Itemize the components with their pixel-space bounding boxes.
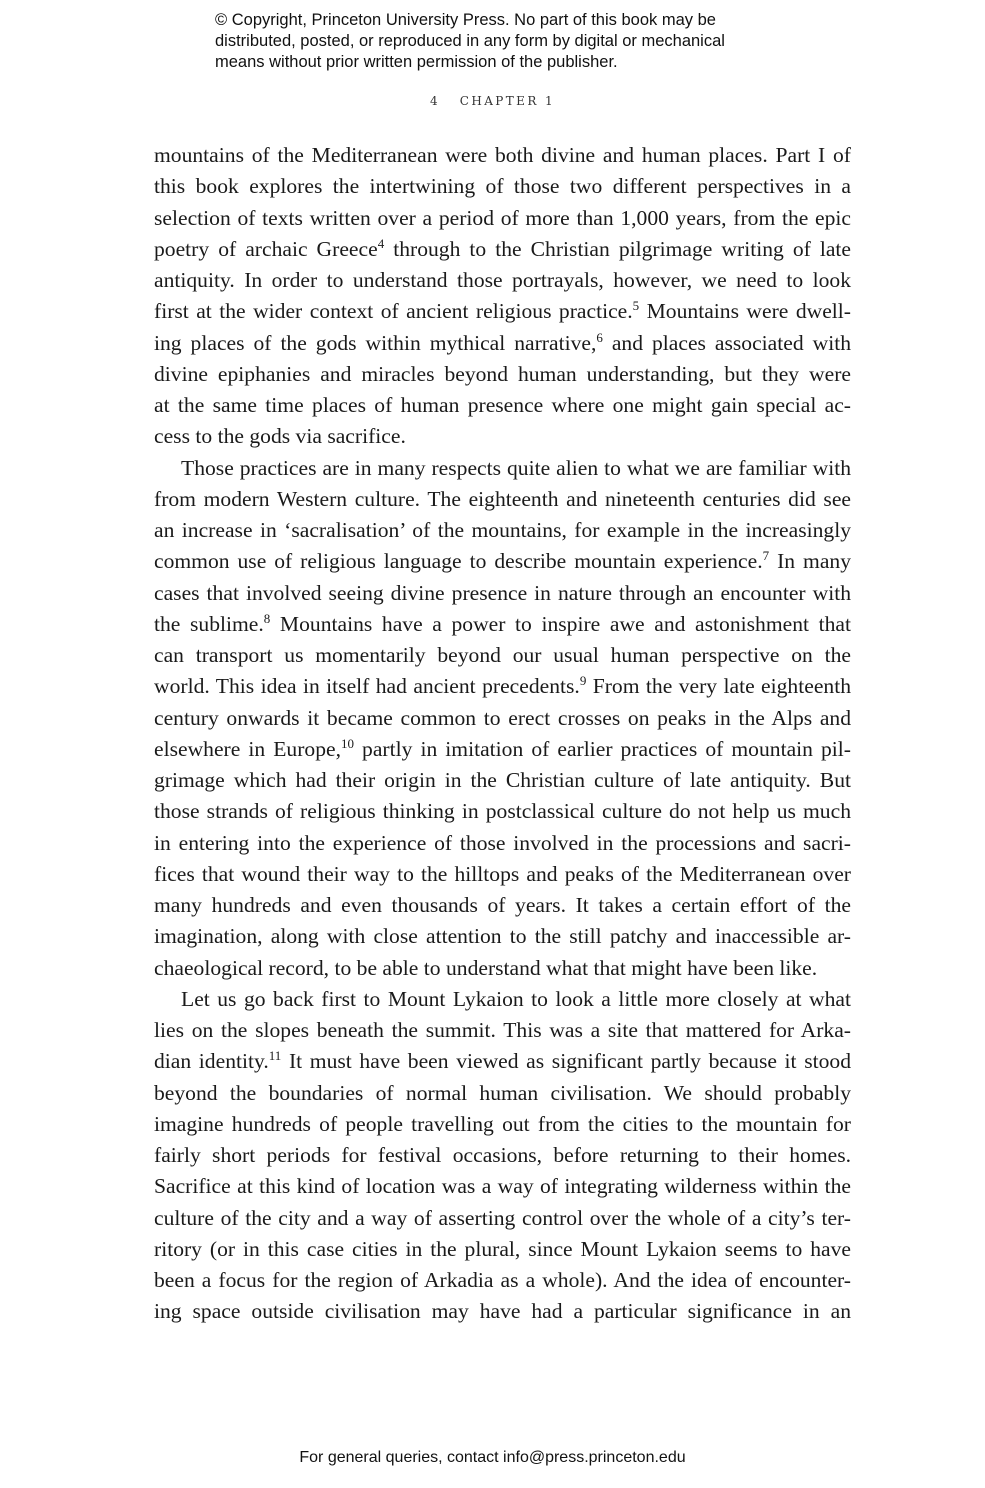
footnote-marker: 8 xyxy=(263,610,271,626)
line-text: grimage which had their origin in the Christian culture of late antiquity. But xyxy=(154,768,851,792)
text-line xyxy=(154,640,851,671)
footer-contact: For general queries, contact info@press.princeton.edu xyxy=(299,1449,686,1466)
line-text: fices that wound their way to the hilltops and peaks of the Mediterranean over xyxy=(154,861,851,886)
text-line xyxy=(154,359,851,390)
text-line xyxy=(154,328,851,359)
page-number: 4 xyxy=(429,94,438,108)
text-line xyxy=(154,1015,851,1046)
line-text: can transport us momentarily beyond our usual human perspective on the xyxy=(154,643,851,667)
line-text: selection of texts written over a period of more than 1,000 years, from the epic xyxy=(154,205,851,230)
text-line xyxy=(154,1296,851,1327)
line-text: Sacrifice at this kind of location was a way of integrating wilderness within the xyxy=(154,1174,851,1199)
text-line xyxy=(154,515,851,546)
line-text: the sublime. xyxy=(154,611,264,636)
line-text: fairly short periods for festival occasions, before returning to their homes. xyxy=(154,1143,851,1167)
text-line xyxy=(154,1046,851,1077)
line-text: dian identity. xyxy=(154,1049,269,1074)
text-line xyxy=(154,1265,851,1296)
line-text: chaeological record, to be able to understand what that might have been like. xyxy=(154,955,818,980)
line-text: Those practices are in many respects quite alien to what we are familiar with xyxy=(181,455,851,480)
line-text: been a focus for the region of Arkadia as a whole). And the idea of encounter- xyxy=(154,1268,851,1292)
line-text: Let us go back first to Mount Lykaion to look a little more closely at what xyxy=(181,986,851,1011)
line-text: antiquity. In order to understand those portrayals, however, we need to look xyxy=(154,268,851,292)
text-line xyxy=(154,203,851,234)
line-text: first at the wider context of ancient religious practice. xyxy=(154,299,633,324)
line-text: ing places of the gods within mythical narrative, xyxy=(154,330,597,355)
footnote-marker: 10 xyxy=(340,735,354,751)
line-text: an increase in ‘sacralisation’ of the mountains, for example in the increasingly xyxy=(154,518,851,542)
text-line xyxy=(154,703,851,734)
line-text: lies on the slopes beneath the summit. This was a site that mattered for Arka- xyxy=(154,1018,851,1042)
footnote-marker: 9 xyxy=(579,673,587,689)
line-text: poetry of archaic Greece xyxy=(154,236,378,261)
text-line xyxy=(154,984,851,1015)
text-line xyxy=(154,828,851,859)
chapter-label: CHAPTER 1 xyxy=(459,94,556,108)
text-line xyxy=(154,453,851,484)
text-line xyxy=(154,1109,851,1140)
footnote-marker: 11 xyxy=(268,1048,282,1064)
line-text: from modern Western culture. The eighteenth and nineteenth centuries did see xyxy=(154,486,851,511)
body-text xyxy=(154,140,851,1328)
line-text: cases that involved seeing divine presence in nature through an encounter with xyxy=(154,580,851,605)
line-text: culture of the city and a way of asserting control over the whole of a city’s ter- xyxy=(154,1205,851,1230)
line-text: common use of religious language to describe mountain experience. xyxy=(154,549,763,574)
text-line xyxy=(154,890,851,921)
footnote-marker: 6 xyxy=(596,329,603,345)
line-text: From the very late eighteenth xyxy=(586,674,851,699)
line-text: ing space outside civilisation may have had a particular significance in an xyxy=(154,1299,851,1324)
line-text: ritory (or in this case cities in the plural, since Mount Lykaion seems to have xyxy=(154,1236,851,1261)
text-line xyxy=(154,171,851,202)
footnote-marker: 5 xyxy=(632,298,640,314)
line-text: divine epiphanies and miracles beyond human understanding, but they were xyxy=(154,361,851,386)
copyright-line: © Copyright, Princeton University Press. No part of this book may be xyxy=(215,11,716,29)
text-line xyxy=(154,265,851,296)
text-line xyxy=(154,921,851,952)
text-line xyxy=(154,1171,851,1202)
line-text: elsewhere in Europe, xyxy=(154,736,341,761)
line-text: Mountains were dwell- xyxy=(639,299,851,324)
running-head xyxy=(0,94,985,108)
text-line xyxy=(154,296,851,327)
text-line xyxy=(154,671,851,702)
text-line xyxy=(154,765,851,796)
text-line xyxy=(154,140,851,171)
line-text: In many xyxy=(769,549,851,574)
text-line xyxy=(154,390,851,421)
line-text: It must have been viewed as significant partly because it stood xyxy=(281,1049,851,1074)
line-text: Mountains have a power to inspire awe and astonishment that xyxy=(270,611,851,636)
footnote-marker: 4 xyxy=(377,235,385,251)
line-text: through to the Christian pilgrimage writing of late xyxy=(384,236,852,261)
text-line xyxy=(154,859,851,890)
line-text: at the same time places of human presence where one might gain special ac- xyxy=(154,393,851,417)
copyright-notice xyxy=(215,10,815,73)
text-line xyxy=(154,734,851,765)
text-line xyxy=(154,234,851,265)
text-line xyxy=(154,484,851,515)
text-line xyxy=(154,1078,851,1109)
footnote-marker: 7 xyxy=(762,548,770,564)
line-text: those strands of religious thinking in postclassical culture do not help us much xyxy=(154,799,851,824)
line-text: partly in imitation of earlier practices of mountain pil- xyxy=(353,736,851,761)
text-line xyxy=(154,609,851,640)
line-text: many hundreds and even thousands of years. It takes a certain effort of the xyxy=(154,893,851,917)
line-text: imagination, along with close attention to the still patchy and inaccessible ar- xyxy=(154,924,851,949)
line-text: mountains of the Mediterranean were both divine and human places. Part I of xyxy=(154,143,851,167)
copyright-line: distributed, posted, or reproduced in any form by digital or mechanical xyxy=(215,32,725,50)
line-text: world. This idea in itself had ancient precedents. xyxy=(154,674,580,699)
line-text: century onwards it became common to erect crosses on peaks in the Alps and xyxy=(154,705,851,730)
text-line xyxy=(154,796,851,827)
line-text: beyond the boundaries of normal human civilisation. We should probably xyxy=(154,1080,851,1105)
text-line xyxy=(154,1234,851,1265)
line-text: imagine hundreds of people travelling out from the cities to the mountain for xyxy=(154,1111,851,1136)
text-line xyxy=(154,1140,851,1171)
text-line xyxy=(154,421,851,452)
line-text: in entering into the experience of those involved in the processions and sacri- xyxy=(154,830,851,855)
line-text: cess to the gods via sacrifice. xyxy=(154,424,406,449)
copyright-line: means without prior written permission of the publisher. xyxy=(215,53,618,71)
text-line xyxy=(154,578,851,609)
line-text: and places associated with xyxy=(602,330,851,355)
text-line xyxy=(154,546,851,577)
line-text: this book explores the intertwining of those two different perspectives in a xyxy=(154,174,851,199)
text-line xyxy=(154,953,851,984)
text-line xyxy=(154,1203,851,1234)
